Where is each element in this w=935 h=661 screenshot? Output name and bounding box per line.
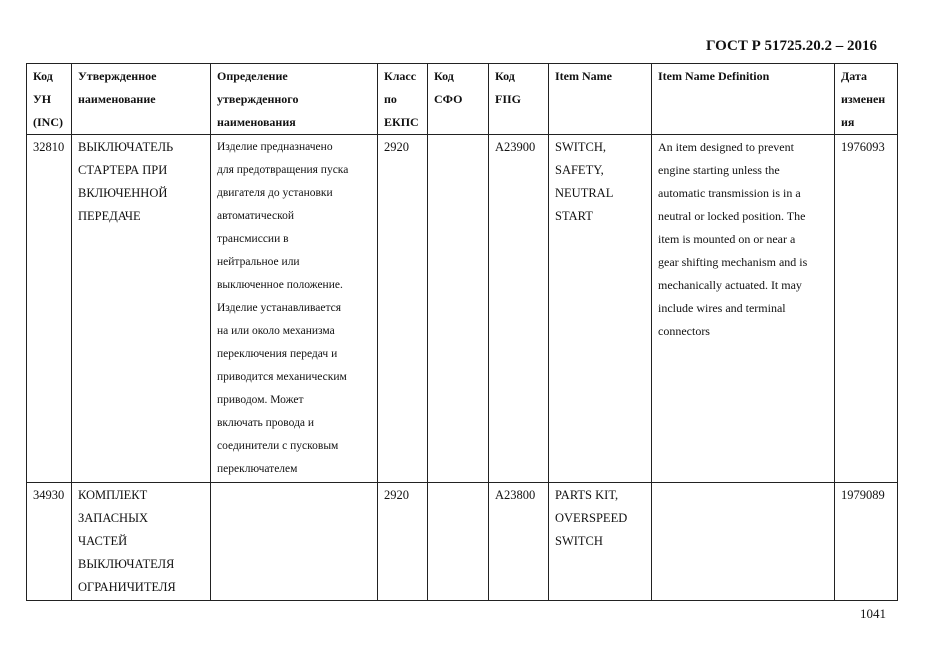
cell-line: нейтральное или bbox=[217, 256, 300, 268]
header-line: ЕКПС bbox=[384, 115, 419, 129]
header-line: изменен bbox=[841, 92, 886, 106]
header-inc bbox=[27, 64, 72, 135]
cell-definition-en bbox=[652, 135, 835, 483]
table-header-row bbox=[27, 64, 898, 135]
header-line: наименования bbox=[217, 115, 296, 129]
header-approved-name bbox=[72, 64, 211, 135]
cell-line: КОМПЛЕКТ bbox=[78, 488, 148, 502]
cell-line: SWITCH, bbox=[555, 140, 607, 154]
header-line: Item Name Definition bbox=[658, 69, 770, 83]
header-date bbox=[835, 64, 898, 135]
cell-date: 1979089 bbox=[835, 483, 898, 601]
cell-line: включать провода и bbox=[217, 417, 315, 429]
cell-line: соединители с пусковым bbox=[217, 440, 339, 452]
cell-inc: 34930 bbox=[27, 483, 72, 601]
cell-line: автоматической bbox=[217, 210, 295, 222]
cell-fiig: A23900 bbox=[489, 135, 549, 483]
cell-line: переключателем bbox=[217, 463, 298, 475]
header-line: Код bbox=[495, 69, 515, 83]
item-name-table bbox=[26, 63, 898, 601]
document-header: ГОСТ Р 51725.20.2 – 2016 bbox=[706, 38, 878, 54]
cell-line: ОГРАНИЧИТЕЛЯ bbox=[78, 580, 176, 594]
header-line: Класс bbox=[384, 69, 417, 83]
cell-line: mechanically actuated. It may bbox=[658, 278, 802, 292]
cell-date: 1976093 bbox=[835, 135, 898, 483]
cell-line: engine starting unless the bbox=[658, 163, 780, 177]
cell-class: 2920 bbox=[378, 483, 428, 601]
cell-sfo bbox=[428, 135, 489, 483]
cell-line: automatic transmission is in a bbox=[658, 186, 801, 200]
cell-line: item is mounted on or near a bbox=[658, 232, 796, 246]
cell-line: на или около механизма bbox=[217, 325, 335, 337]
header-line: по bbox=[384, 92, 397, 106]
cell-line: ВКЛЮЧЕННОЙ bbox=[78, 186, 168, 200]
table-row bbox=[27, 135, 898, 483]
header-line: Дата bbox=[841, 69, 867, 83]
cell-name-ru bbox=[72, 135, 211, 483]
header-line: СФО bbox=[434, 92, 463, 106]
header-line: Код bbox=[434, 69, 454, 83]
header-item-name bbox=[549, 64, 652, 135]
cell-inc: 32810 bbox=[27, 135, 72, 483]
cell-line: An item designed to prevent bbox=[658, 140, 794, 154]
cell-line: OVERSPEED bbox=[555, 511, 628, 525]
cell-line: ЗАПАСНЫХ bbox=[78, 511, 149, 525]
cell-line: СТАРТЕРА ПРИ bbox=[78, 163, 168, 177]
header-definition bbox=[211, 64, 378, 135]
cell-line: NEUTRAL bbox=[555, 186, 614, 200]
cell-line: connectors bbox=[658, 324, 710, 338]
header-line: Утвержденное bbox=[78, 69, 157, 83]
cell-line: PARTS KIT, bbox=[555, 488, 619, 502]
cell-line: gear shifting mechanism and is bbox=[658, 255, 808, 269]
cell-line: SWITCH bbox=[555, 534, 603, 548]
cell-fiig: A23800 bbox=[489, 483, 549, 601]
cell-line: приводится механическим bbox=[217, 371, 347, 383]
cell-line: SAFETY, bbox=[555, 163, 604, 177]
cell-line: приводом. Может bbox=[217, 394, 304, 406]
header-line: утвержденного bbox=[217, 92, 299, 106]
cell-definition-ru bbox=[211, 483, 378, 601]
cell-line: для предотвращения пуска bbox=[217, 164, 349, 176]
cell-class: 2920 bbox=[378, 135, 428, 483]
cell-line: Изделие устанавливается bbox=[217, 302, 342, 314]
cell-item-name bbox=[549, 483, 652, 601]
header-sfo bbox=[428, 64, 489, 135]
cell-definition-ru bbox=[211, 135, 378, 483]
cell-line: выключенное положение. bbox=[217, 279, 343, 291]
cell-line: двигателя до установки bbox=[217, 187, 333, 199]
cell-line: neutral or locked position. The bbox=[658, 209, 806, 223]
cell-line: Изделие предназначено bbox=[217, 141, 333, 153]
header-class bbox=[378, 64, 428, 135]
header-line: FIIG bbox=[495, 92, 522, 106]
header-item-name-definition bbox=[652, 64, 835, 135]
cell-line: ВЫКЛЮЧАТЕЛЯ bbox=[78, 557, 175, 571]
header-fiig bbox=[489, 64, 549, 135]
header-line: УН bbox=[33, 92, 52, 106]
cell-line: ВЫКЛЮЧАТЕЛЬ bbox=[78, 140, 174, 154]
cell-line: трансмиссии в bbox=[217, 233, 289, 245]
header-line: наименование bbox=[78, 92, 156, 106]
cell-line: переключения передач и bbox=[217, 348, 338, 360]
table-row bbox=[27, 483, 898, 601]
cell-sfo bbox=[428, 483, 489, 601]
header-line: Определение bbox=[217, 69, 288, 83]
page-number: 1041 bbox=[860, 606, 886, 621]
header-line: Код bbox=[33, 69, 53, 83]
header-line: (INC) bbox=[33, 115, 63, 129]
cell-item-name bbox=[549, 135, 652, 483]
cell-line: ЧАСТЕЙ bbox=[78, 534, 128, 548]
header-line: ия bbox=[841, 115, 855, 129]
cell-name-ru bbox=[72, 483, 211, 601]
cell-line: ПЕРЕДАЧЕ bbox=[78, 209, 141, 223]
cell-line: include wires and terminal bbox=[658, 301, 786, 315]
cell-line: START bbox=[555, 209, 593, 223]
cell-definition-en bbox=[652, 483, 835, 601]
header-line: Item Name bbox=[555, 69, 612, 83]
